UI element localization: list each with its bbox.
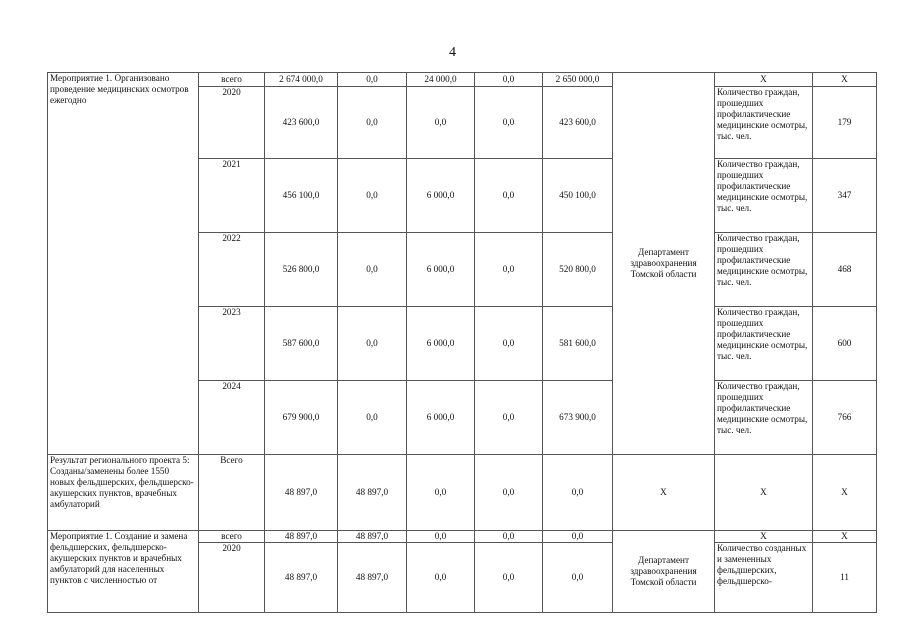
cell-total: 423 600,0 (265, 87, 338, 159)
program-table (47, 72, 877, 613)
year-cell: 2024 (199, 381, 265, 455)
cell-local: 0,0 (475, 455, 543, 531)
indicator-value: Х (813, 73, 877, 87)
page-number: 4 (449, 45, 456, 60)
cell-other: 581 600,0 (543, 307, 613, 381)
year-cell: 2023 (199, 307, 265, 381)
event-description: Мероприятие 1. Создание и замена фельдшерских, фельдшерско-акушерских пунктов и врачебных амбулаторий для населенных пунктов с численностью от (48, 531, 199, 613)
cell-regional: 6 000,0 (407, 381, 475, 455)
cell-federal: 0,0 (338, 381, 407, 455)
cell-federal: 0,0 (338, 87, 407, 159)
cell-total: 48 897,0 (265, 543, 338, 613)
cell-local: 0,0 (475, 159, 543, 233)
cell-other: 450 100,0 (543, 159, 613, 233)
cell-total: 526 800,0 (265, 233, 338, 307)
cell-total: 679 900,0 (265, 381, 338, 455)
indicator-cell: Количество граждан, прошедших профилактические медицинские осмотры, тыс. чел. (715, 307, 813, 381)
indicator-value: Х (813, 455, 877, 531)
cell-other: 0,0 (543, 543, 613, 613)
indicator-cell: Х (715, 73, 813, 87)
cell-total: 48 897,0 (265, 531, 338, 543)
cell-local: 0,0 (475, 381, 543, 455)
cell-total: 2 674 000,0 (265, 73, 338, 87)
year-cell: 2020 (199, 543, 265, 613)
year-cell: 2022 (199, 233, 265, 307)
cell-regional: 0,0 (407, 531, 475, 543)
indicator-cell: Х (715, 531, 813, 543)
cell-local: 0,0 (475, 87, 543, 159)
table-row (48, 455, 877, 531)
indicator-value: 347 (813, 159, 877, 233)
indicator-value: 179 (813, 87, 877, 159)
period-label: Всего (199, 455, 265, 531)
cell-federal: 0,0 (338, 73, 407, 87)
indicator-cell: Количество созданных и замененных фельдшерских, фельдшерско- (715, 543, 813, 613)
cell-regional: 0,0 (407, 87, 475, 159)
responsible-department: Департамент здравоохранения Томской области (613, 73, 715, 455)
event-description: Мероприятие 1. Организовано проведение медицинских осмотров ежегодно (48, 73, 199, 455)
indicator-value: 600 (813, 307, 877, 381)
indicator-value: Х (813, 531, 877, 543)
cell-other: 673 900,0 (543, 381, 613, 455)
indicator-cell: Количество граждан, прошедших профилактические медицинские осмотры, тыс. чел. (715, 381, 813, 455)
cell-federal: 48 897,0 (338, 543, 407, 613)
cell-local: 0,0 (475, 307, 543, 381)
indicator-cell: Количество граждан, прошедших профилактические медицинские осмотры, тыс. чел. (715, 233, 813, 307)
cell-regional: 6 000,0 (407, 307, 475, 381)
cell-federal: 0,0 (338, 159, 407, 233)
cell-local: 0,0 (475, 73, 543, 87)
indicator-cell: Количество граждан, прошедших профилактические медицинские осмотры, тыс. чел. (715, 159, 813, 233)
cell-regional: 0,0 (407, 455, 475, 531)
cell-local: 0,0 (475, 543, 543, 613)
responsible-department: Департамент здравоохранения Томской области (613, 531, 715, 613)
cell-other: 520 800,0 (543, 233, 613, 307)
cell-total: 48 897,0 (265, 455, 338, 531)
year-cell: 2021 (199, 159, 265, 233)
responsible-department: Х (613, 455, 715, 531)
cell-regional: 6 000,0 (407, 233, 475, 307)
table-row (48, 531, 877, 543)
table-row (48, 73, 877, 87)
cell-local: 0,0 (475, 233, 543, 307)
indicator-value: 11 (813, 543, 877, 613)
cell-total: 587 600,0 (265, 307, 338, 381)
cell-federal: 48 897,0 (338, 455, 407, 531)
cell-other: 423 600,0 (543, 87, 613, 159)
cell-regional: 6 000,0 (407, 159, 475, 233)
cell-local: 0,0 (475, 531, 543, 543)
cell-regional: 0,0 (407, 543, 475, 613)
cell-total: 456 100,0 (265, 159, 338, 233)
indicator-cell: Х (715, 455, 813, 531)
cell-other: 2 650 000,0 (543, 73, 613, 87)
cell-federal: 48 897,0 (338, 531, 407, 543)
cell-other: 0,0 (543, 455, 613, 531)
year-cell: 2020 (199, 87, 265, 159)
period-label: всего (199, 531, 265, 543)
result-description: Результат регионального проекта 5: Созданы/заменены более 1550 новых фельдшерских, фельдшерско-акушерских пунктов, врачебных амбулаторий (48, 455, 199, 531)
cell-federal: 0,0 (338, 233, 407, 307)
cell-regional: 24 000,0 (407, 73, 475, 87)
indicator-cell: Количество граждан, прошедших профилактические медицинские осмотры, тыс. чел. (715, 87, 813, 159)
indicator-value: 468 (813, 233, 877, 307)
cell-federal: 0,0 (338, 307, 407, 381)
indicator-value: 766 (813, 381, 877, 455)
period-label: всего (199, 73, 265, 87)
cell-other: 0,0 (543, 531, 613, 543)
